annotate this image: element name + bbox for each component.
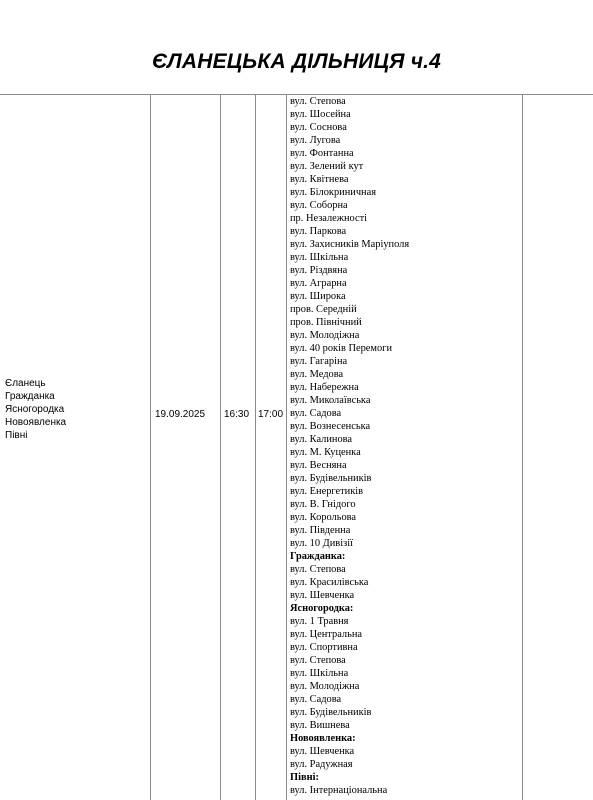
- street-item: вул. Широка: [290, 291, 346, 302]
- street-item: вул. Степова: [290, 564, 346, 575]
- time-to-cell: 17:00: [258, 409, 284, 420]
- settlement-name: Новоявленка: [5, 417, 67, 428]
- street-item: вул. Шкільна: [290, 252, 349, 263]
- street-item: вул. Медова: [290, 369, 344, 380]
- street-item: вул. Шевченка: [290, 746, 355, 757]
- street-item: вул. Шосейна: [290, 109, 351, 120]
- street-item: вул. Соснова: [290, 122, 347, 133]
- settlement-name: Єланець: [5, 378, 46, 389]
- street-item: вул. Вишнева: [290, 720, 350, 731]
- street-item: вул. Аграрна: [290, 278, 347, 289]
- settlement-name: Півні: [5, 430, 28, 441]
- street-item: вул. Вознесенська: [290, 421, 371, 432]
- street-group-header: Новоявленка:: [290, 733, 356, 744]
- street-item: пр. Незалежності: [290, 213, 368, 224]
- street-item: вул. Фонтанна: [290, 148, 354, 159]
- street-item: вул. Різдвяна: [290, 265, 348, 276]
- street-item: вул. Миколаївська: [290, 395, 371, 406]
- street-item: вул. Паркова: [290, 226, 347, 237]
- street-item: вул. 1 Травня: [290, 616, 349, 627]
- page-title: ЄЛАНЕЦЬКА ДІЛЬНИЦЯ ч.4: [151, 50, 442, 73]
- street-item: вул. Центральна: [290, 629, 363, 640]
- street-item: вул. Зелений кут: [290, 161, 364, 172]
- street-group-header: Гражданка:: [290, 551, 346, 562]
- streets-cell: [290, 95, 518, 797]
- street-item: вул. Білокриничная: [290, 187, 377, 198]
- street-group-header: Ясногородка:: [290, 603, 354, 614]
- column-divider-3: [255, 94, 256, 800]
- street-item: вул. 10 Дивізії: [290, 538, 353, 549]
- street-item: вул. Лугова: [290, 135, 341, 146]
- street-item: вул. Молодіжна: [290, 330, 360, 341]
- street-item: вул. Будівельників: [290, 473, 372, 484]
- street-item: вул. Красилівська: [290, 577, 369, 588]
- street-item: вул. Південна: [290, 525, 351, 536]
- street-item: пров. Середній: [290, 304, 357, 315]
- column-divider-5: [522, 94, 523, 800]
- street-item: вул. Гагаріна: [290, 356, 348, 367]
- street-item: вул. М. Куценка: [290, 447, 361, 458]
- street-item: вул. Набережна: [290, 382, 359, 393]
- street-item: вул. 40 років Перемоги: [290, 343, 393, 354]
- settlements-cell: [5, 377, 66, 442]
- street-item: вул. Молодіжна: [290, 681, 360, 692]
- time-from-cell: 16:30: [224, 409, 250, 420]
- column-divider-2: [220, 94, 221, 800]
- date-cell: 19.09.2025: [155, 409, 206, 420]
- settlement-name: Ясногородка: [5, 404, 65, 415]
- street-item: вул. Шевченка: [290, 590, 355, 601]
- street-item: вул. Весняна: [290, 460, 347, 471]
- settlement-name: Гражданка: [5, 391, 55, 402]
- street-item: вул. Калинова: [290, 434, 353, 445]
- street-item: пров. Північний: [290, 317, 362, 328]
- street-group-header: Півні:: [290, 772, 319, 783]
- street-item: вул. Спортивна: [290, 642, 358, 653]
- street-item: вул. Корольова: [290, 512, 357, 523]
- street-item: вул. Садова: [290, 694, 342, 705]
- street-item: вул. Інтернаціональна: [290, 785, 388, 796]
- street-item: вул. В. Гнідого: [290, 499, 356, 510]
- column-divider-4: [286, 94, 287, 800]
- street-item: вул. Радужная: [290, 759, 353, 770]
- street-item: вул. Степова: [290, 655, 346, 666]
- street-item: вул. Захисників Маріуполя: [290, 239, 410, 250]
- street-item: вул. Соборна: [290, 200, 348, 211]
- street-item: вул. Будівельників: [290, 707, 372, 718]
- street-item: вул. Шкільна: [290, 668, 349, 679]
- street-item: вул. Садова: [290, 408, 342, 419]
- column-divider-1: [150, 94, 151, 800]
- street-item: вул. Степова: [290, 96, 346, 107]
- street-item: вул. Енергетиків: [290, 486, 364, 497]
- street-item: вул. Квітнева: [290, 174, 349, 185]
